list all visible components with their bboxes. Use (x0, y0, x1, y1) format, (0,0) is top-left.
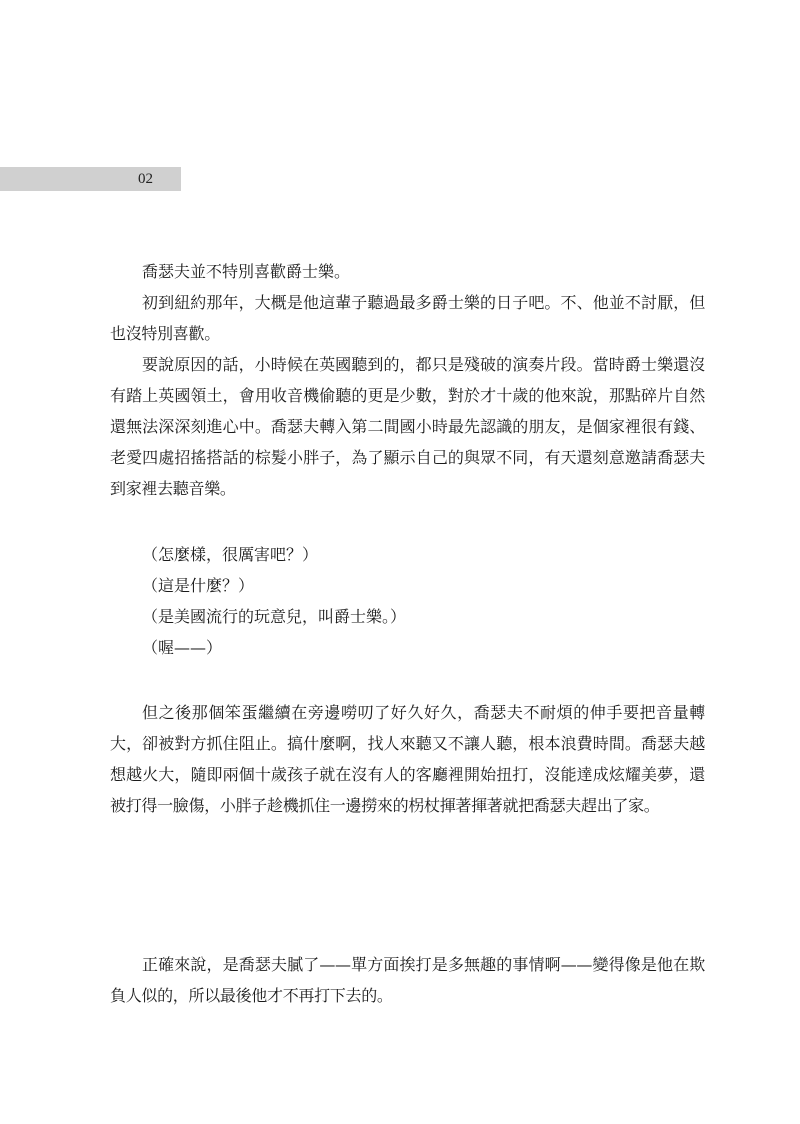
section-opening (110, 256, 705, 504)
dialogue-line-2: （這是什麼？） (142, 576, 255, 595)
dialogue-line-1: （怎麼樣，很厲害吧？） (142, 545, 319, 564)
paragraph-3: 要說原因的話，小時候在英國聽到的，都只是殘破的演奏片段。當時爵士樂還沒有踏上英國領土，會用收音機偷聽的更是少數，對於才十歲的他來說，那點碎片自然還無法深深刻進心中。喬瑟夫轉入第二間國小時最先認識的朋友，是個家裡很有錢、老愛四處招搖搭話的棕髮小胖子，為了顯示自己的與眾不同，有天還刻意邀請喬瑟夫到家裡去聽音樂。 (110, 355, 705, 498)
paragraph-1: 喬瑟夫並不特別喜歡爵士樂。 (142, 262, 351, 281)
section-fight (110, 697, 705, 821)
chapter-header-bar (0, 167, 181, 191)
chapter-number: 02 (138, 171, 153, 187)
dialogue-block (110, 539, 705, 663)
paragraph-5: 正確來說，是喬瑟夫膩了——單方面挨打是多無趣的事情啊——變得像是他在欺負人似的，所以最後他才不再打下去的。 (110, 955, 705, 1005)
paragraph-2: 初到紐約那年，大概是他這輩子聽過最多爵士樂的日子吧。不、他並不討厭，但也沒特別喜歡。 (110, 293, 705, 343)
dialogue-line-3: （是美國流行的玩意兒，叫爵士樂。） (142, 607, 407, 626)
paragraph-4: 但之後那個笨蛋繼續在旁邊嘮叨了好久好久，喬瑟夫不耐煩的伸手要把音量轉大，卻被對方抓住阻止。搞什麼啊，找人來聽又不讓人聽，根本浪費時間。喬瑟夫越想越火大，隨即兩個十歲孩子就在沒有人的客廳裡開始扭打，沒能達成炫耀美夢，還被打得一臉傷，小胖子趁機抓住一邊撈來的柺杖揮著揮著就把喬瑟夫趕出了家。 (110, 703, 705, 815)
dialogue-line-4: （喔——） (142, 638, 223, 657)
section-closing (110, 949, 705, 1011)
